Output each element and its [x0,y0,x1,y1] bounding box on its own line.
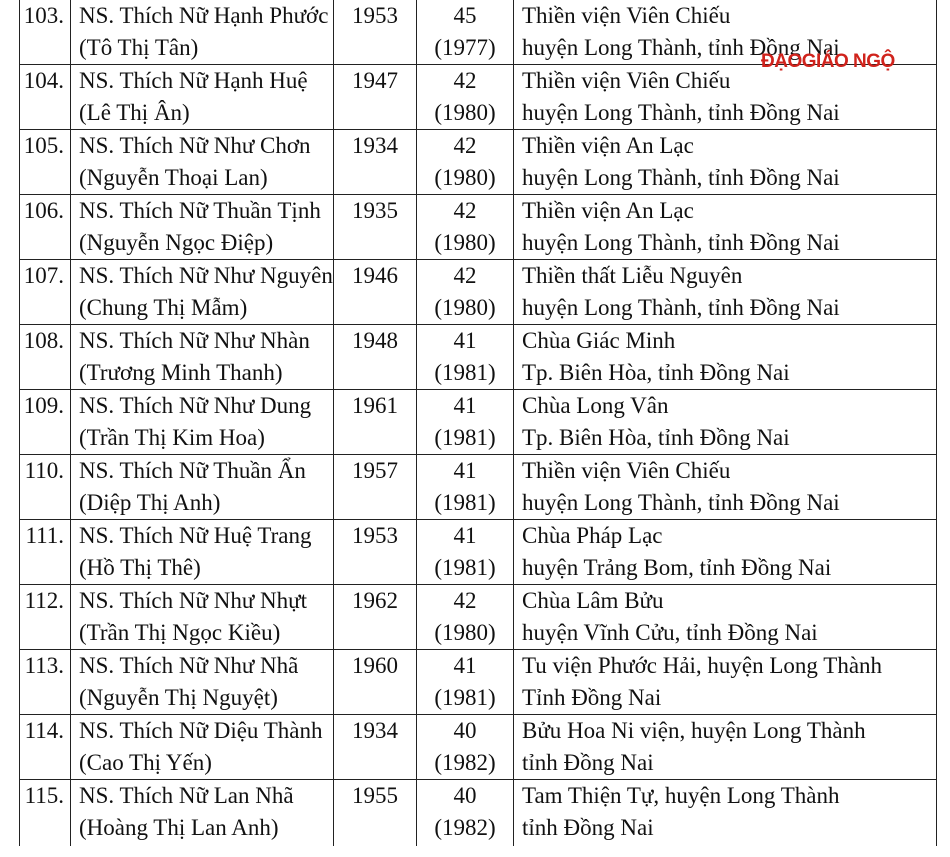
age-value: 42 [453,263,477,288]
ordination-year: (1980) [434,100,496,125]
row-number: 105. [23,133,64,158]
ordination-year: (1980) [434,295,496,320]
name-cell [71,520,334,585]
table-row [20,455,937,520]
religious-name: NS. Thích Nữ Thuần Ẩn [79,458,306,483]
watermark-logo: ĐẠOGIÁO NGỘ [761,51,895,72]
temple-name: Thiền viện Viên Chiếu [522,68,731,93]
temple-location: huyện Vĩnh Cửu, tỉnh Đồng Nai [522,620,818,645]
table-row [20,650,937,715]
place-cell [514,325,937,390]
table-row [20,585,937,650]
row-number: 112. [24,588,64,613]
table-row [20,130,937,195]
place-cell [514,390,937,455]
place-cell [514,715,937,780]
age-cell [417,195,514,260]
temple-name: Chùa Pháp Lạc [522,523,663,548]
age-cell [417,520,514,585]
table-row [20,260,937,325]
ordination-year: (1981) [434,425,496,450]
birth-year-cell [334,520,417,585]
table-row [20,780,937,847]
ordination-year: (1981) [434,490,496,515]
place-cell [514,130,937,195]
temple-location: huyện Long Thành, tỉnh Đồng Nai [522,230,840,255]
name-cell [71,585,334,650]
age-cell [417,65,514,130]
ordination-year: (1980) [434,230,496,255]
religious-name: NS. Thích Nữ Như Dung [79,393,312,418]
age-cell [417,715,514,780]
lay-name: (Hoàng Thị Lan Anh) [79,815,279,840]
table-row [20,390,937,455]
age-value: 45 [453,3,477,28]
birth-year: 1955 [352,783,398,808]
lay-name: (Trần Thị Ngọc Kiều) [79,620,281,645]
name-cell [71,455,334,520]
birth-year-cell [334,65,417,130]
temple-location: tỉnh Đồng Nai [522,750,654,775]
name-cell [71,715,334,780]
ordination-year: (1981) [434,555,496,580]
religious-name: NS. Thích Nữ Như Nhã [79,653,299,678]
lay-name: (Tô Thị Tân) [79,35,199,60]
table-row [20,65,937,130]
row-number-cell [20,130,71,195]
religious-name: NS. Thích Nữ Như Nhựt [79,588,308,613]
birth-year-cell [334,650,417,715]
lay-name: (Trần Thị Kim Hoa) [79,425,265,450]
age-cell [417,585,514,650]
temple-name: Thiền thất Liễu Nguyên [522,263,743,288]
age-value: 42 [453,588,477,613]
temple-name: Tu viện Phước Hải, huyện Long Thành [522,653,883,678]
birth-year-cell [334,390,417,455]
row-number-cell [20,520,71,585]
ordination-year: (1977) [434,35,496,60]
lay-name: (Trương Minh Thanh) [79,360,283,385]
lay-name: (Chung Thị Mẫm) [79,295,248,320]
age-value: 42 [453,68,477,93]
religious-name: NS. Thích Nữ Hạnh Phước [79,3,329,28]
birth-year: 1953 [352,3,398,28]
table-row [20,195,937,260]
row-number-cell [20,585,71,650]
religious-name: NS. Thích Nữ Hạnh Huệ [79,68,308,93]
place-cell [514,650,937,715]
place-cell [514,260,937,325]
row-number-cell [20,390,71,455]
temple-name: Thiền viện An Lạc [522,198,694,223]
age-value: 41 [453,328,477,353]
age-cell [417,130,514,195]
row-number-cell [20,650,71,715]
row-number-cell [20,780,71,847]
row-number: 103. [23,3,64,28]
temple-location: huyện Long Thành, tỉnh Đồng Nai [522,100,840,125]
birth-year-cell [334,585,417,650]
age-cell [417,260,514,325]
temple-location: Tỉnh Đồng Nai [522,685,662,710]
name-cell [71,0,334,65]
place-cell [514,520,937,585]
temple-location: Tp. Biên Hòa, tỉnh Đồng Nai [522,425,790,450]
birth-year-cell [334,195,417,260]
ordination-year: (1981) [434,360,496,385]
lay-name: (Nguyễn Ngọc Điệp) [79,230,274,255]
temple-name: Thiền viện Viên Chiếu [522,3,731,28]
age-value: 41 [453,653,477,678]
ordination-year: (1981) [434,685,496,710]
age-value: 41 [453,393,477,418]
ordination-year: (1980) [434,165,496,190]
lay-name: (Nguyễn Thị Nguyệt) [79,685,278,710]
temple-location: huyện Long Thành, tỉnh Đồng Nai [522,490,840,515]
name-cell [71,65,334,130]
row-number-cell [20,325,71,390]
lay-name: (Diệp Thị Anh) [79,490,221,515]
temple-name: Bửu Hoa Ni viện, huyện Long Thành [522,718,866,743]
religious-name: NS. Thích Nữ Thuần Tịnh [79,198,321,223]
age-cell [417,390,514,455]
place-cell [514,780,937,847]
row-number: 107. [23,263,64,288]
age-value: 40 [453,783,477,808]
name-cell [71,650,334,715]
religious-name: NS. Thích Nữ Lan Nhã [79,783,294,808]
table-row [20,520,937,585]
birth-year-cell [334,130,417,195]
birth-year: 1946 [352,263,398,288]
religious-name: NS. Thích Nữ Như Chơn [79,133,311,158]
temple-name: Chùa Lâm Bửu [522,588,664,613]
birth-year-cell [334,0,417,65]
lay-name: (Hồ Thị Thê) [79,555,201,580]
table-row [20,715,937,780]
place-cell [514,455,937,520]
birth-year: 1960 [352,653,398,678]
name-cell [71,780,334,847]
birth-year: 1962 [352,588,398,613]
name-cell [71,195,334,260]
religious-name: NS. Thích Nữ Như Nhàn [79,328,310,353]
temple-location: huyện Long Thành, tỉnh Đồng Nai [522,35,840,60]
age-value: 40 [453,718,477,743]
lay-name: (Cao Thị Yến) [79,750,212,775]
row-number-cell [20,455,71,520]
age-value: 41 [453,523,477,548]
roster-body [20,0,937,846]
ordination-year: (1980) [434,620,496,645]
birth-year: 1934 [352,718,398,743]
lay-name: (Lê Thị Ân) [79,100,190,125]
temple-location: huyện Long Thành, tỉnh Đồng Nai [522,295,840,320]
place-cell [514,65,937,130]
ordination-year: (1982) [434,750,496,775]
birth-year-cell [334,455,417,520]
row-number-cell [20,65,71,130]
place-cell [514,585,937,650]
birth-year: 1957 [352,458,398,483]
age-value: 42 [453,198,477,223]
birth-year-cell [334,260,417,325]
temple-name: Thiền viện An Lạc [522,133,694,158]
temple-location: Tp. Biên Hòa, tỉnh Đồng Nai [522,360,790,385]
row-number: 104. [23,68,64,93]
row-number: 108. [23,328,64,353]
nun-roster-table [19,0,937,846]
birth-year: 1947 [352,68,398,93]
row-number-cell [20,195,71,260]
row-number: 111. [25,523,64,548]
age-cell [417,650,514,715]
birth-year: 1934 [352,133,398,158]
ordination-year: (1982) [434,815,496,840]
religious-name: NS. Thích Nữ Huệ Trang [79,523,312,548]
age-cell [417,325,514,390]
birth-year: 1953 [352,523,398,548]
temple-location: huyện Trảng Bom, tỉnh Đồng Nai [522,555,832,580]
age-value: 41 [453,458,477,483]
temple-name: Thiền viện Viên Chiếu [522,458,731,483]
name-cell [71,260,334,325]
temple-location: huyện Long Thành, tỉnh Đồng Nai [522,165,840,190]
religious-name: NS. Thích Nữ Diệu Thành [79,718,323,743]
temple-name: Tam Thiện Tự, huyện Long Thành [522,783,840,808]
place-cell [514,195,937,260]
lay-name: (Nguyễn Thoại Lan) [79,165,268,190]
age-cell [417,0,514,65]
birth-year-cell [334,325,417,390]
row-number: 106. [23,198,64,223]
name-cell [71,325,334,390]
birth-year: 1961 [352,393,398,418]
row-number: 109. [23,393,64,418]
row-number-cell [20,0,71,65]
row-number: 115. [24,783,64,808]
birth-year: 1948 [352,328,398,353]
row-number: 114. [24,718,64,743]
birth-year-cell [334,780,417,847]
name-cell [71,130,334,195]
age-value: 42 [453,133,477,158]
temple-name: Chùa Giác Minh [522,328,676,353]
name-cell [71,390,334,455]
row-number-cell [20,260,71,325]
row-number: 113. [24,653,64,678]
birth-year: 1935 [352,198,398,223]
religious-name: NS. Thích Nữ Như Nguyên [79,263,333,288]
row-number-cell [20,715,71,780]
age-cell [417,455,514,520]
birth-year-cell [334,715,417,780]
temple-location: tỉnh Đồng Nai [522,815,654,840]
row-number: 110. [24,458,64,483]
table-row [20,325,937,390]
temple-name: Chùa Long Vân [522,393,669,418]
age-cell [417,780,514,847]
